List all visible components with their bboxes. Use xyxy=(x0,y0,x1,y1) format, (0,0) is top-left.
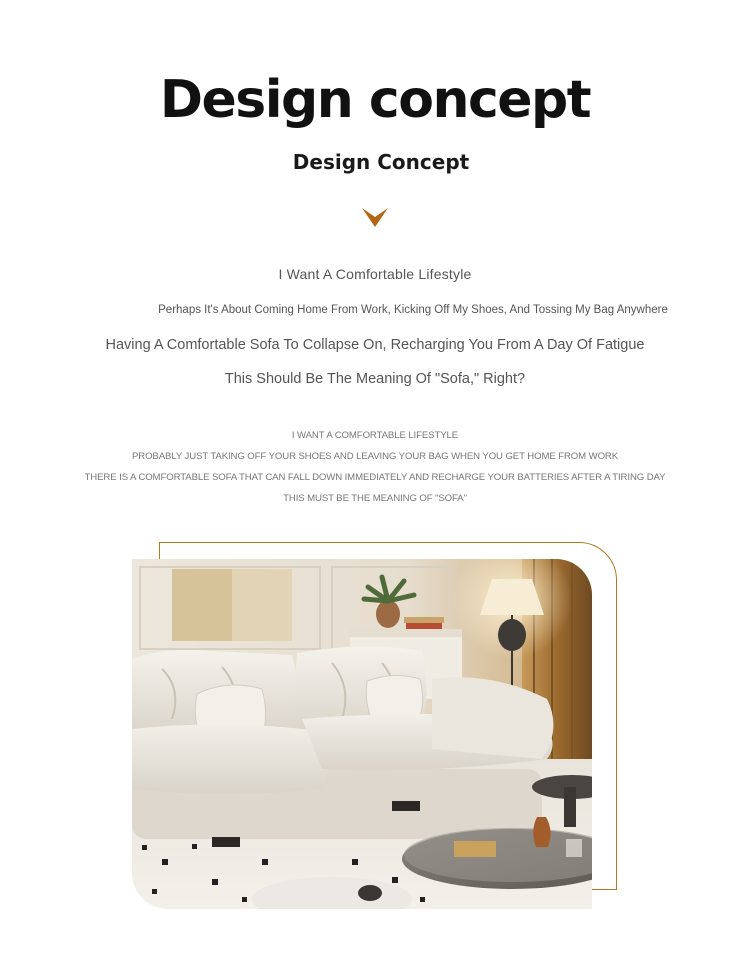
intro-line: Having A Comfortable Sofa To Collapse On, Recharging You From A Day Of Fatigue xyxy=(105,337,645,353)
intro-line: I Want A Comfortable Lifestyle xyxy=(278,266,472,282)
intro-line: This Should Be The Meaning Of "Sofa," Right? xyxy=(224,371,526,387)
caps-line: I WANT A COMFORTABLE LIFESTYLE xyxy=(291,430,459,441)
caps-line: THERE IS A COMFORTABLE SOFA THAT CAN FALL DOWN IMMEDIATELY AND RECHARGE YOUR BATTERIES AFTER A TIRING DAY xyxy=(84,472,666,483)
caps-line: THIS MUST BE THE MEANING OF "SOFA" xyxy=(283,493,467,504)
page-subtitle: Design Concept xyxy=(292,150,470,174)
sofa-photo xyxy=(132,559,592,909)
caps-line: PROBABLY JUST TAKING OFF YOUR SHOES AND LEAVING YOUR BAG WHEN YOU GET HOME FROM WORK xyxy=(131,451,619,462)
chevron-down-icon xyxy=(361,206,389,230)
page-title: Design concept xyxy=(159,70,591,130)
intro-line: Perhaps It's About Coming Home From Work, Kicking Off My Shoes, And Tossing My Bag Anywhere xyxy=(158,304,668,316)
